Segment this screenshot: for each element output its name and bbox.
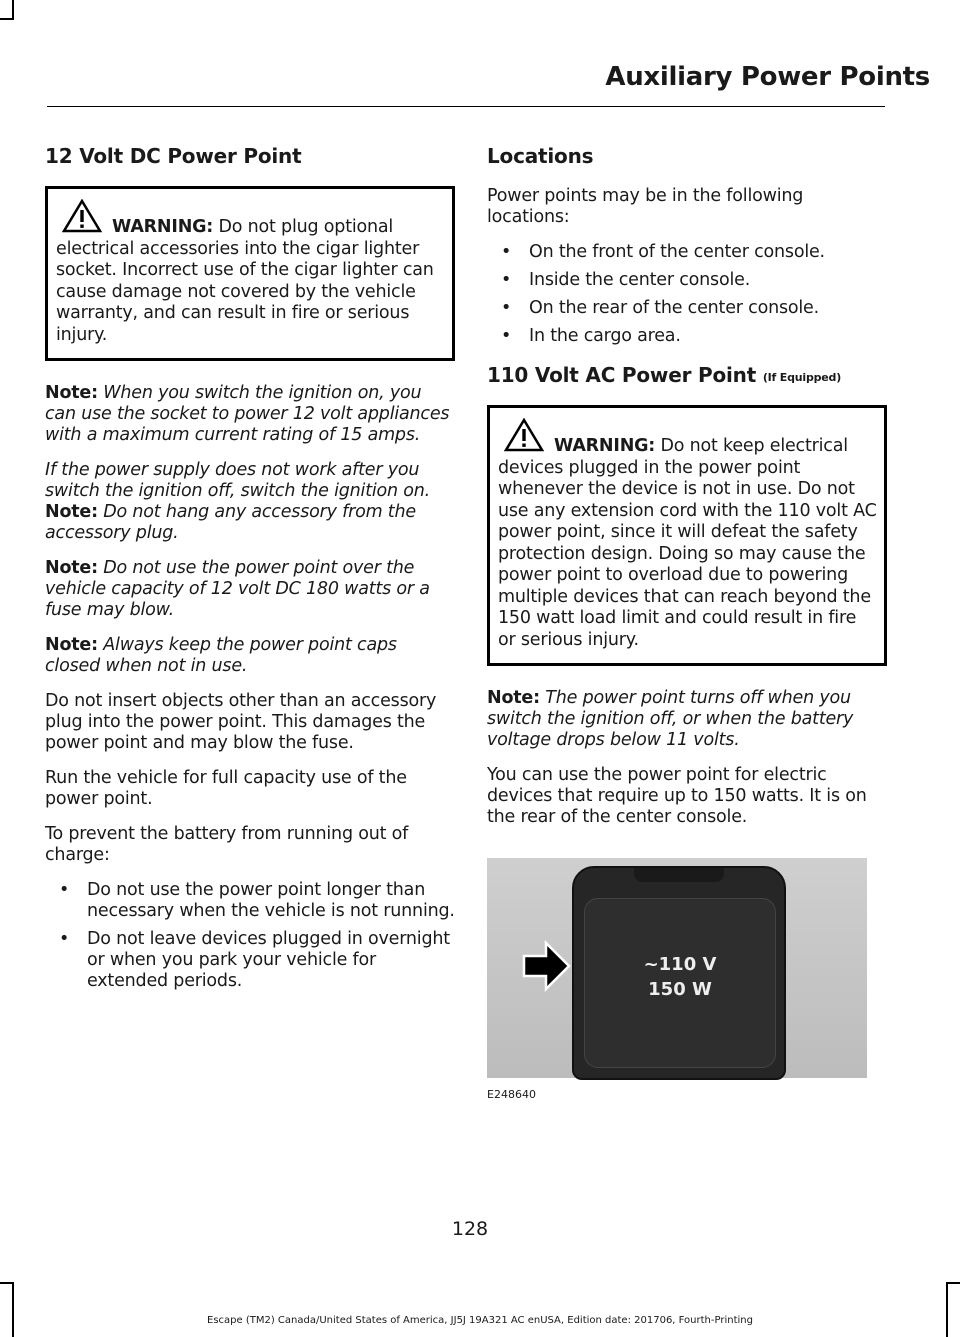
footer-edition: Escape (TM2) Canada/United States of America, JJ5J 19A321 AC enUSA, Edition date: 201706, Fourth-Printing [207, 1315, 753, 1326]
figure-code: E248640 [487, 1088, 536, 1101]
section-heading-locations: Locations [487, 144, 594, 168]
list-item-text: On the front of the center console. [529, 242, 825, 262]
header-divider [47, 106, 885, 107]
note-accessory-plug [45, 502, 455, 544]
list-item-text: In the cargo area. [529, 326, 681, 346]
wattage-label: 150 W [648, 979, 712, 1000]
page-title: Auxiliary Power Points [605, 62, 930, 92]
locations-intro: Power points may be in the following locations: [487, 186, 804, 227]
note-text: The power point turns off when you switch the ignition off, or when the battery voltage drops below 11 volts. [487, 688, 854, 750]
crop-mark [12, 0, 14, 18]
section-heading-110v [487, 363, 887, 387]
note-ignition [45, 383, 455, 446]
note-label: Note: [45, 558, 98, 578]
warning-lead-text: Do not plug optional [213, 217, 394, 237]
warning-box-12v [45, 186, 455, 361]
note-label: Note: [45, 383, 98, 403]
crop-mark [0, 1282, 14, 1284]
list-item-text: Do not leave devices plugged in overnight or when you park your vehicle for extended periods. [87, 929, 450, 991]
note-label: Note: [45, 502, 98, 522]
list-item [487, 242, 887, 263]
arrow-right-icon [522, 940, 572, 992]
paragraph-full-capacity: Run the vehicle for full capacity use of the power point. [45, 768, 407, 809]
cover-panel [584, 898, 776, 1068]
voltage-label: ~110 V [643, 954, 717, 975]
bullet: • [59, 880, 70, 900]
list-item-text: On the rear of the center console. [529, 298, 819, 318]
note-text: Do not hang any accessory from the accessory plug. [45, 502, 416, 543]
locations-list [487, 242, 887, 347]
page-number: 128 [451, 1218, 489, 1240]
list-item-text: Do not use the power point longer than necessary when the vehicle is not running. [87, 880, 455, 921]
heading-if-equipped: (If Equipped) [762, 371, 842, 384]
paragraph-objects: Do not insert objects other than an accessory plug into the power point. This damages the power point and may blow the fuse. [45, 691, 437, 753]
bullet: • [59, 929, 70, 949]
bullet: • [501, 298, 512, 318]
note-power-off [487, 688, 887, 751]
power-point-figure [487, 858, 867, 1078]
bullet: • [501, 242, 512, 262]
warning-text: devices plugged in the power point whenever the device is not in use. Do not use any extension cord with the 110 volt AC power point, since it will defeat the safety protection design. Doing so may cause the power point to overload due to powering multiple devices that can reach beyond the 150 watt load limit and could result in fire or serious injury. [498, 457, 877, 650]
crop-mark [0, 18, 14, 20]
list-item [487, 298, 887, 319]
bullet: • [501, 326, 512, 346]
right-column [487, 140, 887, 1101]
note-power-supply: If the power supply does not work after you switch the ignition off, switch the ignition on. [45, 460, 431, 501]
warning-lead [498, 436, 878, 458]
battery-tips-list [45, 880, 455, 992]
crop-mark [946, 1282, 948, 1337]
note-text: Do not use the power point over the vehicle capacity of 12 volt DC 180 watts or a fuse may blow. [45, 558, 430, 620]
crop-mark [946, 1282, 960, 1284]
list-item [487, 326, 887, 347]
warning-label: WARNING: [112, 217, 214, 237]
left-column [45, 140, 455, 1002]
list-item [45, 929, 455, 992]
bullet: • [501, 270, 512, 290]
section-heading-12v: 12 Volt DC Power Point [45, 144, 302, 168]
paragraph-battery: To prevent the battery from running out of charge: [45, 824, 409, 865]
note-label: Note: [45, 635, 98, 655]
note-capacity [45, 558, 455, 621]
warning-triangle-icon [62, 199, 102, 233]
note-text: Always keep the power point caps closed when not in use. [45, 635, 397, 676]
heading-text: 110 Volt AC Power Point [487, 363, 757, 387]
warning-lead-text: Do not keep electrical [655, 436, 848, 456]
warning-lead [56, 217, 446, 239]
power-point-cover [572, 866, 786, 1080]
warning-triangle-icon [504, 418, 544, 452]
list-item [45, 880, 455, 922]
note-label: Note: [487, 688, 540, 708]
warning-text: electrical accessories into the cigar lighter socket. Incorrect use of the cigar lighter can cause damage not covered by the vehicle warranty, and can result in fire or serious injury. [56, 238, 434, 345]
list-item [487, 270, 887, 291]
note-text: When you switch the ignition on, you can use the socket to power 12 volt appliances with a maximum current rating of 15 amps. [45, 383, 450, 445]
list-item-text: Inside the center console. [529, 270, 751, 290]
paragraph-150-watts: You can use the power point for electric devices that require up to 150 watts. It is on the rear of the center console. [487, 765, 867, 827]
crop-mark [12, 1282, 14, 1337]
note-caps [45, 635, 455, 677]
warning-box-110v [487, 405, 887, 666]
cover-hinge [634, 868, 724, 882]
warning-label: WARNING: [554, 436, 656, 456]
